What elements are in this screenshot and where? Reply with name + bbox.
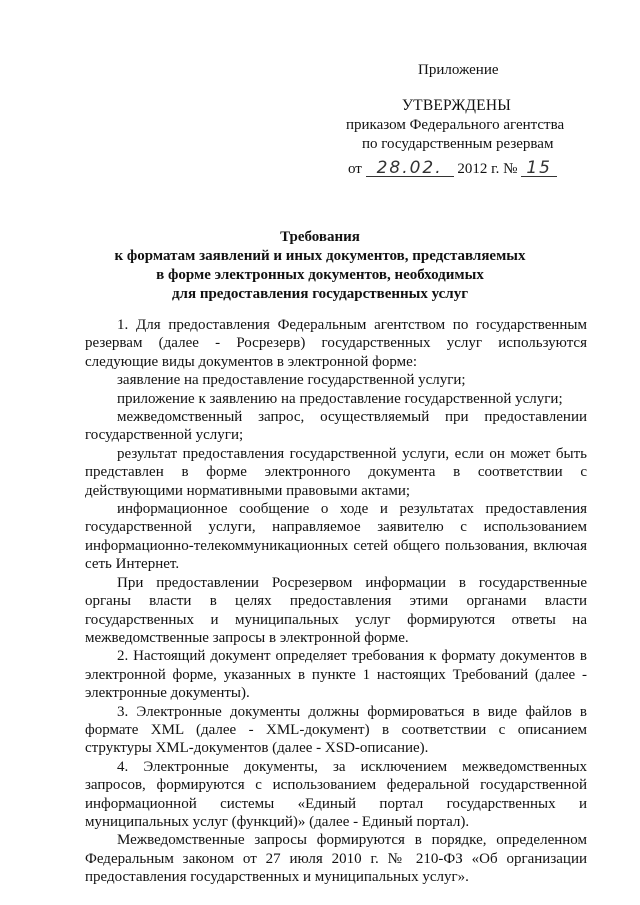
paragraph-1: 1. Для предоставления Федеральным агентством по государственным резервам (далее - Росрезерв) государственных услуг используются следующие виды документов в электронной форме:	[85, 317, 587, 370]
order-date-line	[348, 160, 557, 178]
document-subtitle-line-1: к форматам заявлений и иных документов, представляемых	[114, 248, 526, 264]
list-item: информационное сообщение о ходе и результатах предоставления государственной услуги, направляемое заявителю с использованием информационно-телекоммуникационных сетей общего пользования, включая сеть Интернет.	[85, 501, 587, 573]
document-subtitle-line-3: для предоставления государственных услуг	[171, 286, 469, 302]
list-item: приложение к заявлению на предоставление государственной услуги;	[117, 390, 563, 407]
document-title: Требования	[280, 229, 360, 245]
handwritten-date: 28.02.	[366, 160, 454, 177]
paragraph-3: 3. Электронные документы должны формироваться в виде файлов в формате XML (далее - XML-документ) в соответствии с описанием структуры XML-документов (далее - XSD-описание).	[85, 703, 587, 757]
paragraph: Межведомственные запросы формируются в порядке, определенном Федеральным законом от 27 июля 2010 г. № 210-ФЗ «Об организации предоставления государственных и муниципальных услуг».	[85, 832, 587, 886]
paragraph-4: 4. Электронные документы, за исключением межведомственных запросов, формируются с использованием федеральной государственной информационной системы «Единый портал государственных и муниципальных услуг (функций)» (далее - Единый портал).	[85, 758, 587, 830]
appendix-label: Приложение	[418, 62, 499, 78]
handwritten-order-number: 15	[521, 160, 557, 177]
order-line-2: по государственным резервам	[362, 136, 554, 152]
order-line-1: приказом Федерального агентства	[346, 117, 565, 133]
year-text: 2012 г. №	[457, 161, 518, 177]
list-item: межведомственный запрос, осуществляемый при предоставлении государственной услуги;	[85, 409, 587, 444]
date-prefix: от	[348, 161, 362, 177]
document-subtitle-line-2: в форме электронных документов, необходимых	[156, 267, 484, 283]
document-body	[85, 316, 587, 887]
list-item: заявление на предоставление государственной услуги;	[117, 372, 466, 389]
approved-label: УТВЕРЖДЕНЫ	[402, 97, 511, 114]
list-item: результат предоставления государственной услуги, если он может быть представлен в форме электронного документа в соответствии с действующими нормативными правовыми актами;	[85, 445, 587, 499]
paragraph-2: 2. Настоящий документ определяет требования к формату документов в электронной форме, указанных в пункте 1 настоящих Требований (далее - электронные документы).	[85, 648, 587, 702]
paragraph: При предоставлении Росрезервом информации в государственные органы власти в целях предоставления этими органами власти государственных и муниципальных услуг формируются ответы на межведомственные запросы в электронной форме.	[85, 574, 587, 646]
